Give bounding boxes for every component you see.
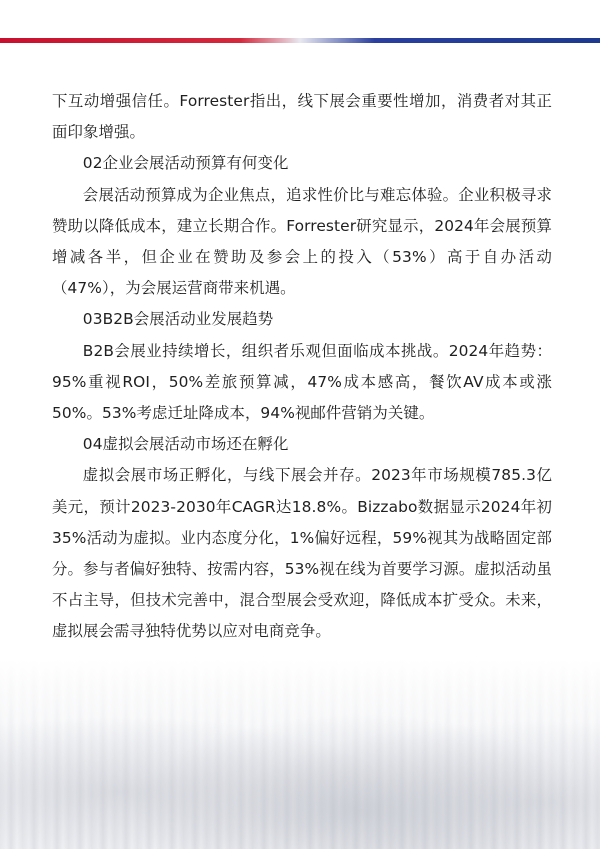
top-accent-bar-red (0, 38, 300, 43)
paragraph-continuation: 下互动增强信任。Forrester指出，线下展会重要性增加，消费者对其正面印象增强。 (52, 92, 552, 142)
paragraph-virtual-events: 虚拟会展市场正孵化，与线下展会并存。2023年市场规模785.3亿美元，预计2023-2030年CAGR达18.8%。Bizzabo数据显示2024年初35%活动为虚拟。业内态度分化，1%偏好远程，59%视其为战略固定部分。参与者偏好独特、按需内容，53%视在线为首要学习源。虚拟活动虽不占主导，但技术完善中，混合型展会受欢迎，降低成本扩受众。未来，虚拟展会需寻独特优势以应对电商竞争。 (52, 466, 552, 641)
crowd-background-image (0, 659, 600, 849)
paragraph-budget: 会展活动预算成为企业焦点，追求性价比与难忘体验。企业积极寻求赞助以降低成本，建立长期合作。Forrester研究显示，2024年会展预算增减各半，但企业在赞助及参会上的投入（53%）高于自办活动（47%），为会展运营商带来机遇。 (52, 185, 552, 298)
article-body (52, 86, 552, 648)
section-heading-02: 02企业会展活动预算有何变化 (82, 154, 289, 173)
top-accent-bar-blue (300, 38, 600, 43)
top-accent-bar (0, 38, 600, 43)
section-heading-04: 04虚拟会展活动市场还在孵化 (82, 435, 289, 454)
section-heading-03: 03B2B会展活动业发展趋势 (82, 310, 274, 329)
paragraph-b2b-trends: B2B会展业持续增长，组织者乐观但面临成本挑战。2024年趋势：95%重视ROI，50%差旅预算减，47%成本感高，餐饮AV成本或涨50%。53%考虑迁址降成本，94%视邮件营销为关键。 (52, 341, 552, 423)
